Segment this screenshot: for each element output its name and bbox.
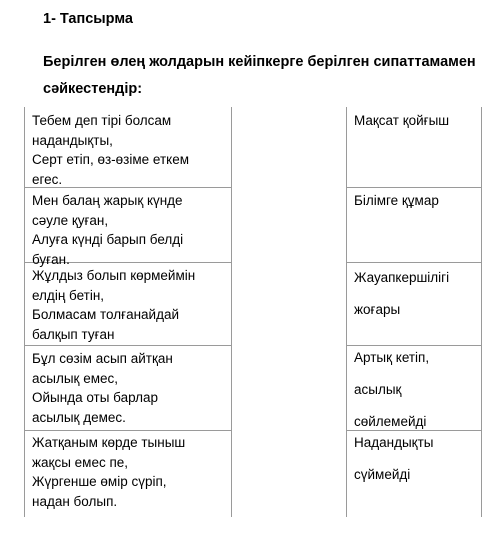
left-cell-line: балқып туған xyxy=(32,326,115,342)
right-cell-line: Мақсат қойғыш xyxy=(354,113,450,128)
left-cell-line: Тебем деп тірі болсам xyxy=(32,113,172,128)
right-cell-line: Білімге құмар xyxy=(354,193,439,208)
left-cell-line: буған. xyxy=(32,251,70,267)
left-cell-line: Бұл сөзім асып айтқан xyxy=(32,351,173,366)
left-cell-line: жақсы емес пе, xyxy=(32,454,129,470)
right-cell-line: асылық xyxy=(354,382,402,397)
row-separator-1-right xyxy=(346,187,482,188)
right-cell-line: сөйлемейді xyxy=(354,414,427,429)
left-cell-line: Ойында оты барлар xyxy=(32,390,159,405)
left-cell-row-5 xyxy=(32,433,185,511)
left-cell-line: Жұлдыз болып көрмеймін xyxy=(32,268,196,283)
left-cell-line: Мен балаң жарық күнде xyxy=(32,193,183,208)
left-cell-line: сәуле қуған, xyxy=(32,212,109,228)
left-cell-row-2 xyxy=(32,191,183,269)
left-cell-row-3 xyxy=(32,266,195,344)
matching-table xyxy=(24,107,482,517)
right-cell-line: сүймейді xyxy=(354,467,411,482)
left-cell-line: Алуға күнді барып белді xyxy=(32,232,184,247)
right-cell-line: Артық кетіп, xyxy=(354,350,430,365)
right-cell-row-1 xyxy=(354,111,449,131)
row-separator-3-left xyxy=(24,345,232,346)
table-border-right xyxy=(481,107,482,517)
left-cell-line: Жатқаным көрде тыныш xyxy=(32,435,186,450)
right-cell-row-5 xyxy=(354,427,433,491)
left-cell-row-4 xyxy=(32,349,173,427)
instruction-line-2: сәйкестендір: xyxy=(43,81,143,97)
right-cell-line: Надандықты xyxy=(354,435,434,450)
left-cell-row-1 xyxy=(32,111,189,189)
right-cell-line: Жауапкершілігі xyxy=(354,270,450,285)
table-divider-2 xyxy=(346,107,347,517)
right-cell-row-2 xyxy=(354,191,439,211)
right-cell-line: жоғары xyxy=(354,302,401,317)
left-cell-line: Серт етіп, өз-өзіме еткем xyxy=(32,152,189,167)
left-cell-line: асылық демес. xyxy=(32,409,126,425)
left-cell-line: надандықты, xyxy=(32,132,113,148)
task-title: 1- Тапсырма xyxy=(43,11,133,27)
row-separator-4-left xyxy=(24,430,232,431)
table-border-left xyxy=(24,107,25,517)
left-cell-line: Болмасам толғанайдай xyxy=(32,307,180,322)
left-cell-line: егес. xyxy=(32,171,63,187)
table-divider-1 xyxy=(231,107,232,517)
left-cell-line: надан болып. xyxy=(32,493,118,509)
left-cell-line: асылық емес, xyxy=(32,370,118,386)
right-cell-row-3 xyxy=(354,262,449,326)
left-cell-line: елдің бетін, xyxy=(32,287,105,303)
left-cell-line: Жүргенше өмір сүріп, xyxy=(32,474,167,489)
right-cell-row-4 xyxy=(354,342,429,438)
instruction-line-1: Берілген өлең жолдарын кейіпкерге берілген сипаттамамен xyxy=(43,54,476,70)
